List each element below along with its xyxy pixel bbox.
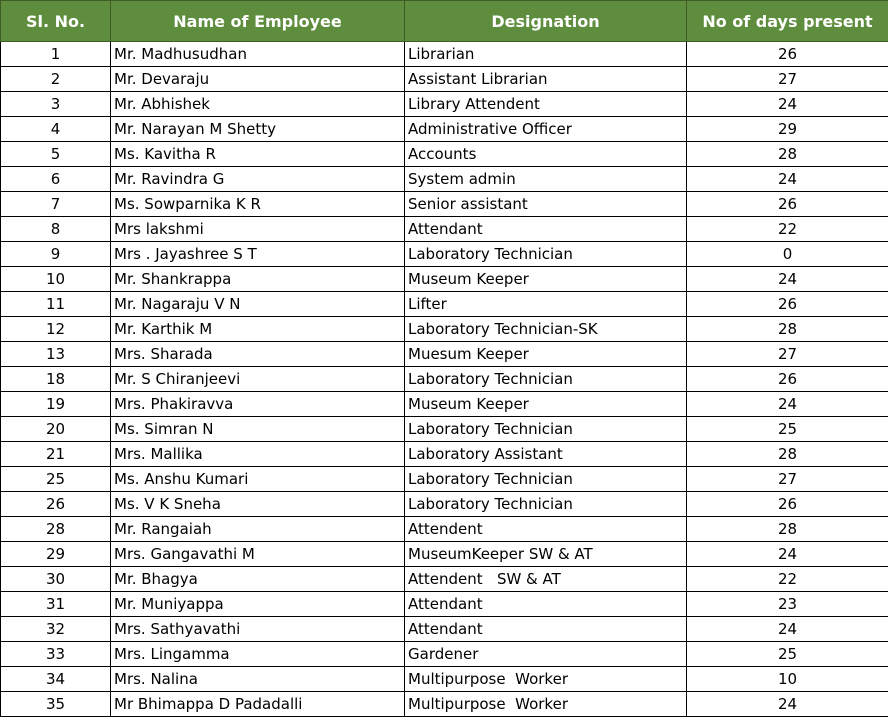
cell-sl-no: 12 (1, 317, 111, 342)
cell-sl-no: 26 (1, 492, 111, 517)
cell-sl-no: 11 (1, 292, 111, 317)
cell-sl-no: 25 (1, 467, 111, 492)
cell-days-present: 0 (687, 242, 888, 267)
cell-sl-no: 32 (1, 617, 111, 642)
cell-employee-name: Mrs. Sathyavathi (111, 617, 405, 642)
cell-days-present: 29 (687, 117, 888, 142)
table-row (1, 642, 888, 667)
cell-days-present: 23 (687, 592, 888, 617)
table-row (1, 342, 888, 367)
cell-designation: Attendent (405, 517, 687, 542)
table-row (1, 367, 888, 392)
cell-sl-no: 31 (1, 592, 111, 617)
cell-sl-no: 33 (1, 642, 111, 667)
cell-designation: Laboratory Technician (405, 492, 687, 517)
table-row (1, 92, 888, 117)
table-row (1, 242, 888, 267)
cell-days-present: 24 (687, 617, 888, 642)
cell-days-present: 28 (687, 142, 888, 167)
cell-days-present: 22 (687, 217, 888, 242)
cell-sl-no: 21 (1, 442, 111, 467)
cell-sl-no: 30 (1, 567, 111, 592)
header-days-present: No of days present (687, 1, 888, 42)
table-row (1, 417, 888, 442)
cell-days-present: 27 (687, 467, 888, 492)
cell-sl-no: 9 (1, 242, 111, 267)
cell-sl-no: 3 (1, 92, 111, 117)
table-row (1, 592, 888, 617)
cell-employee-name: Mrs. Sharada (111, 342, 405, 367)
cell-designation: Assistant Librarian (405, 67, 687, 92)
cell-designation: Librarian (405, 42, 687, 67)
cell-days-present: 26 (687, 192, 888, 217)
table-row (1, 67, 888, 92)
table-row (1, 317, 888, 342)
cell-sl-no: 18 (1, 367, 111, 392)
cell-designation: Laboratory Technician (405, 417, 687, 442)
table-row (1, 667, 888, 692)
table-row (1, 42, 888, 67)
cell-designation: MuseumKeeper SW & AT (405, 542, 687, 567)
cell-designation: Muesum Keeper (405, 342, 687, 367)
cell-employee-name: Mr Bhimappa D Padadalli (111, 692, 405, 717)
table-row (1, 192, 888, 217)
cell-designation: Lifter (405, 292, 687, 317)
cell-sl-no: 7 (1, 192, 111, 217)
table-row (1, 267, 888, 292)
cell-designation: Attendant (405, 217, 687, 242)
cell-designation: Administrative Officer (405, 117, 687, 142)
cell-sl-no: 28 (1, 517, 111, 542)
table-row (1, 492, 888, 517)
header-row (1, 1, 888, 42)
cell-employee-name: Mrs. Mallika (111, 442, 405, 467)
table-row (1, 517, 888, 542)
cell-days-present: 24 (687, 92, 888, 117)
header-designation: Designation (405, 1, 687, 42)
cell-sl-no: 6 (1, 167, 111, 192)
cell-employee-name: Ms. Kavitha R (111, 142, 405, 167)
cell-employee-name: Mr. Nagaraju V N (111, 292, 405, 317)
cell-days-present: 26 (687, 292, 888, 317)
cell-days-present: 26 (687, 492, 888, 517)
cell-days-present: 24 (687, 392, 888, 417)
cell-employee-name: Mr. Madhusudhan (111, 42, 405, 67)
cell-employee-name: Mrs. Gangavathi M (111, 542, 405, 567)
cell-employee-name: Mr. Ravindra G (111, 167, 405, 192)
cell-sl-no: 1 (1, 42, 111, 67)
cell-sl-no: 5 (1, 142, 111, 167)
table-row (1, 392, 888, 417)
table-row (1, 467, 888, 492)
cell-days-present: 26 (687, 367, 888, 392)
cell-sl-no: 20 (1, 417, 111, 442)
cell-sl-no: 35 (1, 692, 111, 717)
cell-employee-name: Mr. Devaraju (111, 67, 405, 92)
cell-designation: Museum Keeper (405, 392, 687, 417)
cell-days-present: 24 (687, 542, 888, 567)
cell-days-present: 27 (687, 67, 888, 92)
cell-designation: Library Attendent (405, 92, 687, 117)
cell-sl-no: 29 (1, 542, 111, 567)
cell-employee-name: Mrs lakshmi (111, 217, 405, 242)
cell-employee-name: Mrs. Nalina (111, 667, 405, 692)
cell-employee-name: Ms. Anshu Kumari (111, 467, 405, 492)
cell-employee-name: Mr. Narayan M Shetty (111, 117, 405, 142)
header-sl-no: Sl. No. (1, 1, 111, 42)
cell-days-present: 22 (687, 567, 888, 592)
cell-designation: System admin (405, 167, 687, 192)
cell-employee-name: Mr. Bhagya (111, 567, 405, 592)
cell-days-present: 25 (687, 417, 888, 442)
table-row (1, 542, 888, 567)
cell-designation: Attendent SW & AT (405, 567, 687, 592)
cell-designation: Laboratory Technician (405, 467, 687, 492)
cell-employee-name: Mr. Shankrappa (111, 267, 405, 292)
table-row (1, 117, 888, 142)
cell-designation: Laboratory Technician (405, 367, 687, 392)
cell-days-present: 28 (687, 442, 888, 467)
cell-employee-name: Mr. Rangaiah (111, 517, 405, 542)
table-row (1, 692, 888, 717)
cell-employee-name: Mr. S Chiranjeevi (111, 367, 405, 392)
cell-sl-no: 19 (1, 392, 111, 417)
cell-designation: Laboratory Technician-SK (405, 317, 687, 342)
cell-designation: Gardener (405, 642, 687, 667)
cell-days-present: 26 (687, 42, 888, 67)
cell-designation: Laboratory Assistant (405, 442, 687, 467)
cell-designation: Museum Keeper (405, 267, 687, 292)
table-body (1, 42, 888, 717)
cell-designation: Attendant (405, 617, 687, 642)
cell-employee-name: Mrs . Jayashree S T (111, 242, 405, 267)
cell-employee-name: Ms. Simran N (111, 417, 405, 442)
table-row (1, 567, 888, 592)
cell-sl-no: 8 (1, 217, 111, 242)
table-row (1, 617, 888, 642)
cell-sl-no: 10 (1, 267, 111, 292)
cell-employee-name: Ms. V K Sneha (111, 492, 405, 517)
cell-designation: Multipurpose Worker (405, 692, 687, 717)
cell-days-present: 27 (687, 342, 888, 367)
cell-days-present: 24 (687, 167, 888, 192)
cell-sl-no: 13 (1, 342, 111, 367)
table-row (1, 167, 888, 192)
table-row (1, 442, 888, 467)
cell-days-present: 10 (687, 667, 888, 692)
table-row (1, 142, 888, 167)
cell-days-present: 24 (687, 267, 888, 292)
cell-designation: Attendant (405, 592, 687, 617)
cell-employee-name: Mr. Muniyappa (111, 592, 405, 617)
cell-sl-no: 34 (1, 667, 111, 692)
cell-days-present: 28 (687, 317, 888, 342)
cell-days-present: 25 (687, 642, 888, 667)
cell-employee-name: Mrs. Phakiravva (111, 392, 405, 417)
cell-employee-name: Mr. Abhishek (111, 92, 405, 117)
header-employee-name: Name of Employee (111, 1, 405, 42)
cell-designation: Multipurpose Worker (405, 667, 687, 692)
cell-employee-name: Ms. Sowparnika K R (111, 192, 405, 217)
cell-employee-name: Mr. Karthik M (111, 317, 405, 342)
cell-days-present: 28 (687, 517, 888, 542)
cell-designation: Senior assistant (405, 192, 687, 217)
cell-days-present: 24 (687, 692, 888, 717)
cell-sl-no: 2 (1, 67, 111, 92)
cell-designation: Laboratory Technician (405, 242, 687, 267)
table-row (1, 217, 888, 242)
table-row (1, 292, 888, 317)
cell-sl-no: 4 (1, 117, 111, 142)
cell-employee-name: Mrs. Lingamma (111, 642, 405, 667)
cell-designation: Accounts (405, 142, 687, 167)
